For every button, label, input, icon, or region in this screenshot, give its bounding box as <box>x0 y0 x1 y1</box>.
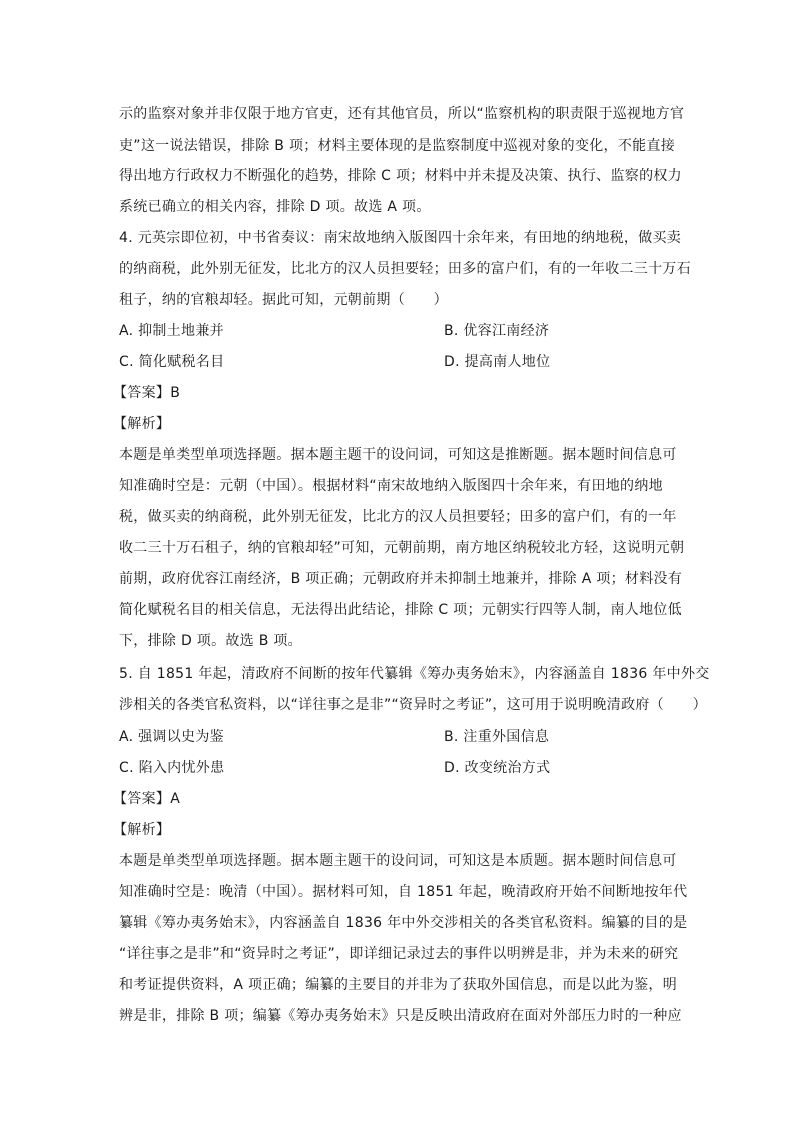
question-4-stem: 4. 元英宗即位初，中书省奏议：南宋故地纳入版图四十余年来，有田地的纳地税，做买卖 <box>119 230 682 246</box>
q5-analysis-line: 知准确时空是：晚清（中国）。据材料可知，自 1851 年起，晚清政府开始不间断地按年代 <box>119 884 688 900</box>
q4-analysis-line: 前期，政府优容江南经济，B 项正确；元朝政府并未抑制土地兼并，排除 A 项；材料没有 <box>119 571 683 587</box>
q4-option-b: B. 优容江南经济 <box>444 323 550 339</box>
q4-analysis-line: 简化赋税名目的相关信息，无法得出此结论，排除 C 项；元朝实行四等人制，南人地位低 <box>119 602 682 618</box>
q5-analysis-line: 辨是非，排除 B 项；编纂《筹办夷务始末》只是反映出清政府在面对外部压力时的一种应 <box>119 1008 682 1024</box>
q4-analysis-line: 收二三十万石租子，纳的官粮却轻”可知，元朝前期，南方地区纳税较北方轻，这说明元朝 <box>119 540 685 556</box>
q4-analysis-line: 下，排除 D 项。故选 B 项。 <box>119 633 302 649</box>
q4-analysis-line: 本题是单类型单项选择题。据本题主题干的设问词，可知这是推断题。据本题时间信息可 <box>119 447 677 463</box>
q5-answer: 【答案】A <box>113 791 181 807</box>
question-4-stem: 租子，纳的官粮却轻。据此可知，元朝前期（ ） <box>119 292 448 308</box>
q5-analysis-line: 和考证提供资料，A 项正确；编纂的主要目的并非为了获取外国信息，而是以此为鉴，明 <box>119 977 678 993</box>
q4-analysis-line: 知准确时空是：元朝（中国）。根据材料“南宋故地纳入版图四十余年来，有田地的纳地 <box>119 478 663 494</box>
q5-option-b: B. 注重外国信息 <box>444 729 550 745</box>
text-line: 得出地方行政权力不断强化的趋势，排除 C 项；材料中并未提及决策、执行、监察的权力 <box>119 168 682 184</box>
text-line: 系统已确立的相关内容，排除 D 项。故选 A 项。 <box>119 199 431 215</box>
q4-option-d: D. 提高南人地位 <box>444 354 551 370</box>
q4-option-c: C. 简化赋税名目 <box>119 354 225 370</box>
q5-analysis-label: 【解析】 <box>113 822 171 838</box>
q4-analysis-label: 【解析】 <box>113 416 171 432</box>
q5-option-c: C. 陷入内忧外患 <box>119 760 225 776</box>
text-line: 示的监察对象并非仅限于地方官吏，还有其他官员，所以“监察机构的职责限于巡视地方官 <box>119 106 685 122</box>
q5-analysis-line: 本题是单类型单项选择题。据本题主题干的设问词，可知这是本质题。据本题时间信息可 <box>119 853 677 869</box>
q5-option-a: A. 强调以史为鉴 <box>119 729 224 745</box>
q5-analysis-line: “详往事之是非”和“资异时之考证”，即详细记录过去的事件以明辨是非，并为未来的研究 <box>119 946 679 962</box>
text-line: 吏”这一说法错误，排除 B 项；材料主要体现的是监察制度中巡视对象的变化，不能直接 <box>119 138 676 154</box>
q4-option-a: A. 抑制土地兼并 <box>119 323 224 339</box>
q4-analysis-line: 税，做买卖的纳商税，此外别无征发，比北方的汉人员担要轻；田多的富户们，有的一年 <box>119 509 677 525</box>
question-4-stem: 的纳商税，此外别无征发，比北方的汉人员担要轻；田多的富户们，有的一年收二三十万石 <box>119 261 691 277</box>
question-5-stem: 5. 自 1851 年起，清政府不间断的按年代纂辑《筹办夷务始末》，内容涵盖自 1836 年中外交 <box>119 666 710 682</box>
q4-answer: 【答案】B <box>113 385 181 401</box>
q5-option-d: D. 改变统治方式 <box>444 760 551 776</box>
q5-analysis-line: 纂辑《筹办夷务始末》，内容涵盖自 1836 年中外交涉相关的各类官私资料。编纂的目的是 <box>119 915 688 931</box>
question-5-stem: 涉相关的各类官私资料，以“详往事之是非”“资异时之考证”，这可用于说明晚清政府（ ） <box>119 697 707 713</box>
